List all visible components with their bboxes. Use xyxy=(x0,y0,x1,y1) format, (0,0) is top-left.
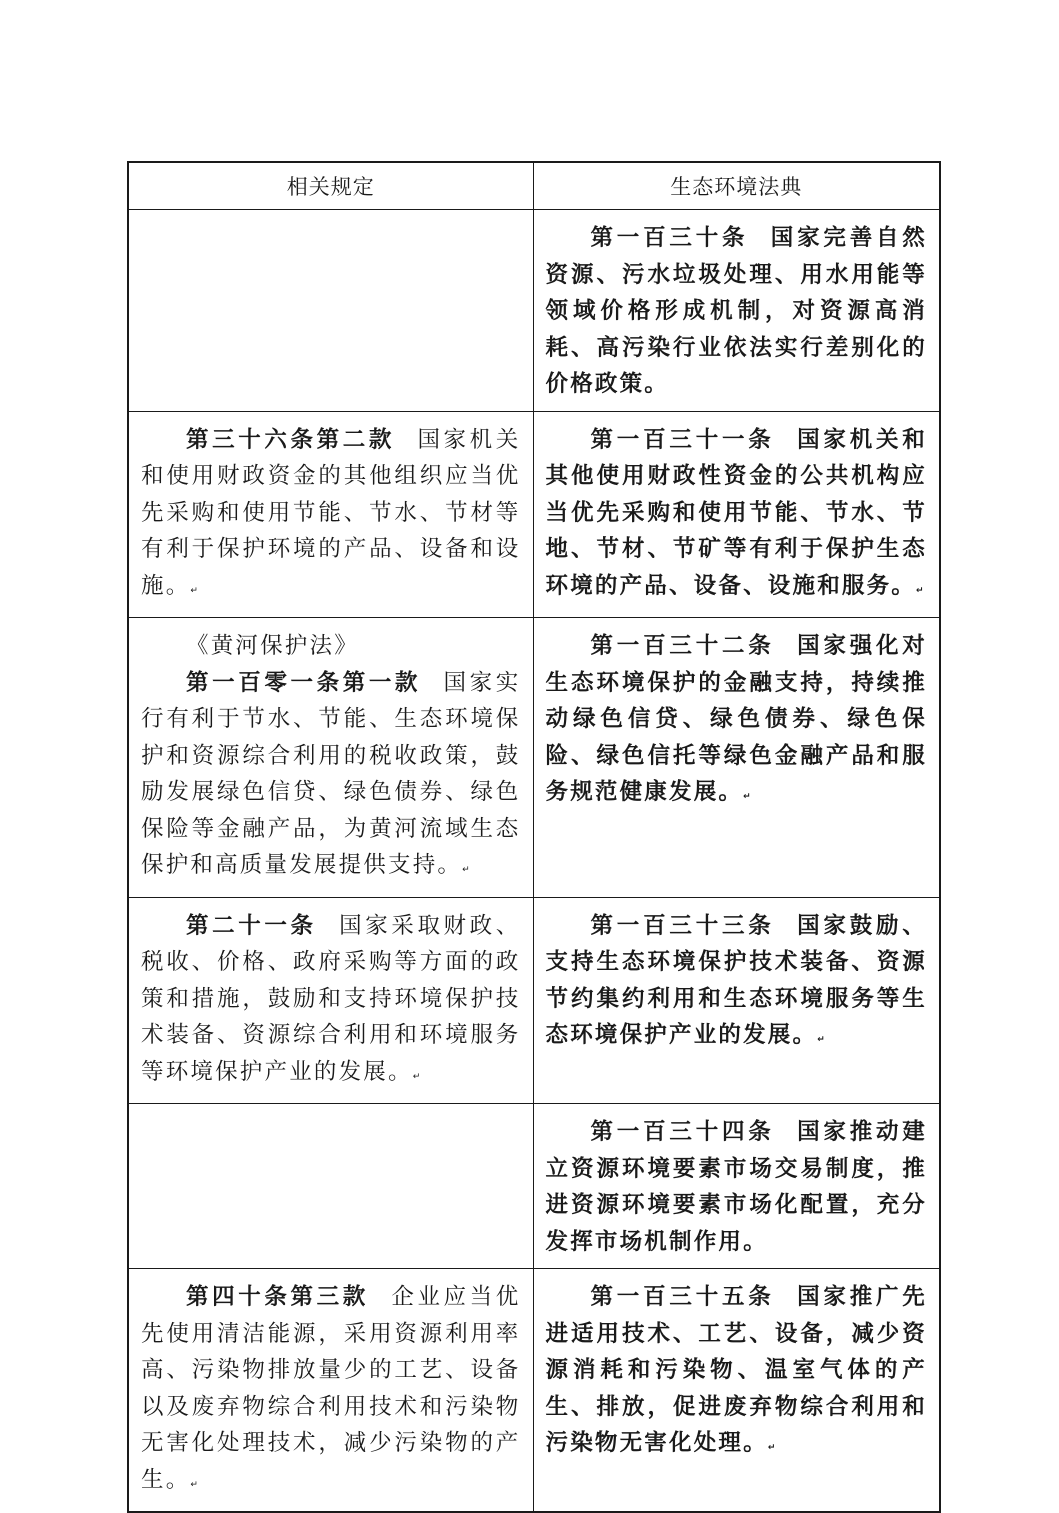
paragraph-mark: ↵ xyxy=(462,865,470,875)
left-cell-empty xyxy=(128,1104,533,1269)
left-article-text: 国家采取财政、税收、价格、政府采购等方面的政策和措施，鼓励和支持环境保护技术装备、资源综合利用和环境服务等环境保护产业的发展。 xyxy=(141,912,521,1085)
left-article-number: 第四十条第三款 xyxy=(186,1284,369,1310)
left-article-text: 国家机关和使用财政资金的其他组织应当优先采购和使用节能、节水、节材等有利于保护环境的产品、设备和设施。 xyxy=(141,426,521,599)
right-cell xyxy=(533,210,940,412)
right-paragraph xyxy=(546,1114,928,1260)
left-cell xyxy=(128,897,533,1104)
right-cell xyxy=(533,1104,940,1269)
right-paragraph xyxy=(546,422,928,610)
left-cell xyxy=(128,618,533,898)
right-article-text: 国家强化对生态环境保护的金融支持，持续推动绿色信贷、绿色债券、绿色保险、绿色信托等绿色金融产品和服务规范健康发展。 xyxy=(545,633,927,805)
header-related-provisions: 相关规定 xyxy=(128,162,533,210)
left-article-text: 国家实行有利于节水、节能、生态环境保护和资源综合利用的税收政策，鼓励发展绿色信贷、绿色债券、绿色保险等金融产品，为黄河流域生态保护和高质量发展提供支持。 xyxy=(141,669,521,878)
paragraph-mark: ↵ xyxy=(916,585,924,596)
right-paragraph xyxy=(546,628,928,816)
left-cell-empty xyxy=(128,210,533,412)
right-article-number: 第一百三十条 xyxy=(590,225,749,251)
table-row xyxy=(128,210,940,412)
right-cell xyxy=(533,618,940,898)
header-eco-environment-code: 生态环境法典 xyxy=(533,162,940,210)
paragraph-mark: ↵ xyxy=(412,1071,421,1082)
table-row xyxy=(128,1104,940,1269)
table-row xyxy=(128,897,940,1104)
left-paragraph xyxy=(141,1279,521,1503)
table-row xyxy=(128,618,940,898)
table-row xyxy=(128,411,940,618)
right-article-text: 国家机关和其他使用财政性资金的公共机构应当优先采购和使用节能、节水、节地、节材、节矿等有利于保护生态环境的产品、设备、设施和服务。 xyxy=(545,426,927,599)
comparison-table xyxy=(127,161,941,1513)
paragraph-mark: ↵ xyxy=(190,585,198,596)
right-article-text: 国家推动建立资源环境要素市场交易制度，推进资源环境要素市场化配置，充分发挥市场机制作用。 xyxy=(545,1119,927,1255)
left-cell xyxy=(128,1269,533,1513)
left-paragraph xyxy=(141,422,521,610)
left-article-number: 第一百零一条第一款 xyxy=(186,669,422,696)
left-article-text: 企业应当优先使用清洁能源，采用资源利用率高、污染物排放量少的工艺、设备以及废弃物综合利用技术和污染物无害化处理技术，减少污染物的产生。 xyxy=(141,1284,521,1493)
paragraph-mark: ↵ xyxy=(767,1443,776,1453)
law-title: 《黄河保护法》 xyxy=(186,633,359,659)
left-article-number: 第二十一条 xyxy=(186,912,317,939)
left-cell xyxy=(128,411,533,618)
right-article-text: 国家推广先进适用技术、工艺、设备，减少资源消耗和污染物、温室气体的产生、排放，促进废弃物综合利用和污染物无害化处理。 xyxy=(545,1284,927,1456)
left-paragraph xyxy=(141,908,521,1096)
left-article-number: 第三十六条第二款 xyxy=(186,426,395,453)
right-paragraph xyxy=(546,220,928,403)
right-article-text: 国家鼓励、支持生态环境保护技术装备、资源节约集约利用和生态环境服务等生态环境保护产业的发展。 xyxy=(545,912,927,1048)
right-article-text: 国家完善自然资源、污水垃圾处理、用水用能等领域价格形成机制，对资源高消耗、高污染行业依法实行差别化的价格政策。 xyxy=(545,225,927,397)
right-paragraph xyxy=(546,1279,928,1467)
right-paragraph xyxy=(546,908,928,1059)
header-row xyxy=(128,162,940,210)
right-cell xyxy=(533,897,940,1104)
right-article-number: 第一百三十三条 xyxy=(590,912,775,939)
right-article-number: 第一百三十二条 xyxy=(590,633,775,659)
right-article-number: 第一百三十四条 xyxy=(590,1119,775,1145)
paragraph-mark: ↵ xyxy=(817,1035,825,1045)
table-row xyxy=(128,1269,940,1513)
paragraph-mark: ↵ xyxy=(743,792,751,802)
right-cell xyxy=(533,411,940,618)
left-paragraph xyxy=(141,665,521,889)
right-article-number: 第一百三十五条 xyxy=(590,1284,775,1310)
right-article-number: 第一百三十一条 xyxy=(590,426,775,453)
paragraph-mark: ↵ xyxy=(190,1479,198,1490)
right-cell xyxy=(533,1269,940,1513)
